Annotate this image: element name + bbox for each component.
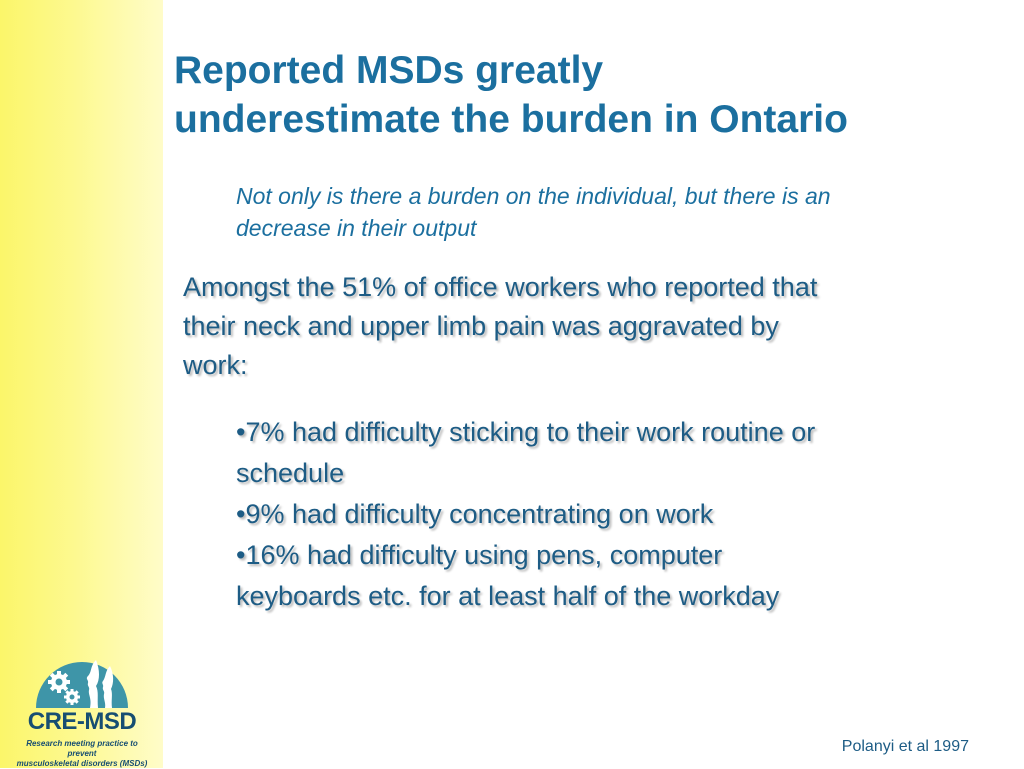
bullet-line: schedule bbox=[236, 458, 345, 488]
intro-paragraph bbox=[183, 268, 1013, 385]
logo-tagline-line: musculoskeletal disorders (MSDs) bbox=[16, 759, 148, 768]
intro-line: work: bbox=[183, 350, 248, 380]
subtitle-line: Not only is there a burden on the individual, but there is an bbox=[236, 183, 831, 209]
title-line: underestimate the burden in Ontario bbox=[174, 98, 848, 141]
bullet-line: keyboards etc. for at least half of the workday bbox=[236, 581, 780, 611]
logo-name: CRE-MSD bbox=[27, 708, 137, 735]
bullet-item bbox=[236, 494, 1006, 535]
gears-and-faces-icon bbox=[32, 652, 132, 708]
intro-line: their neck and upper limb pain was aggravated by bbox=[183, 311, 779, 341]
bullet-list bbox=[236, 412, 1006, 617]
citation: Polanyi et al 1997 bbox=[841, 738, 969, 755]
bullet-line: •7% had difficulty sticking to their work routine or bbox=[236, 417, 816, 447]
intro-line: Amongst the 51% of office workers who reported that bbox=[183, 272, 818, 302]
bullet-line: •16% had difficulty using pens, computer bbox=[236, 540, 723, 570]
cre-msd-logo bbox=[12, 650, 152, 768]
title-line: Reported MSDs greatly bbox=[174, 49, 604, 92]
slide-subtitle bbox=[236, 180, 996, 244]
bullet-item bbox=[236, 412, 1006, 494]
logo-tagline bbox=[12, 739, 152, 769]
logo-tagline-line: Research meeting practice to prevent bbox=[26, 739, 138, 758]
bullet-item bbox=[236, 535, 1006, 617]
bullet-line: •9% had difficulty concentrating on work bbox=[236, 499, 714, 529]
subtitle-line: decrease in their output bbox=[236, 215, 477, 241]
slide-title bbox=[174, 46, 1004, 144]
